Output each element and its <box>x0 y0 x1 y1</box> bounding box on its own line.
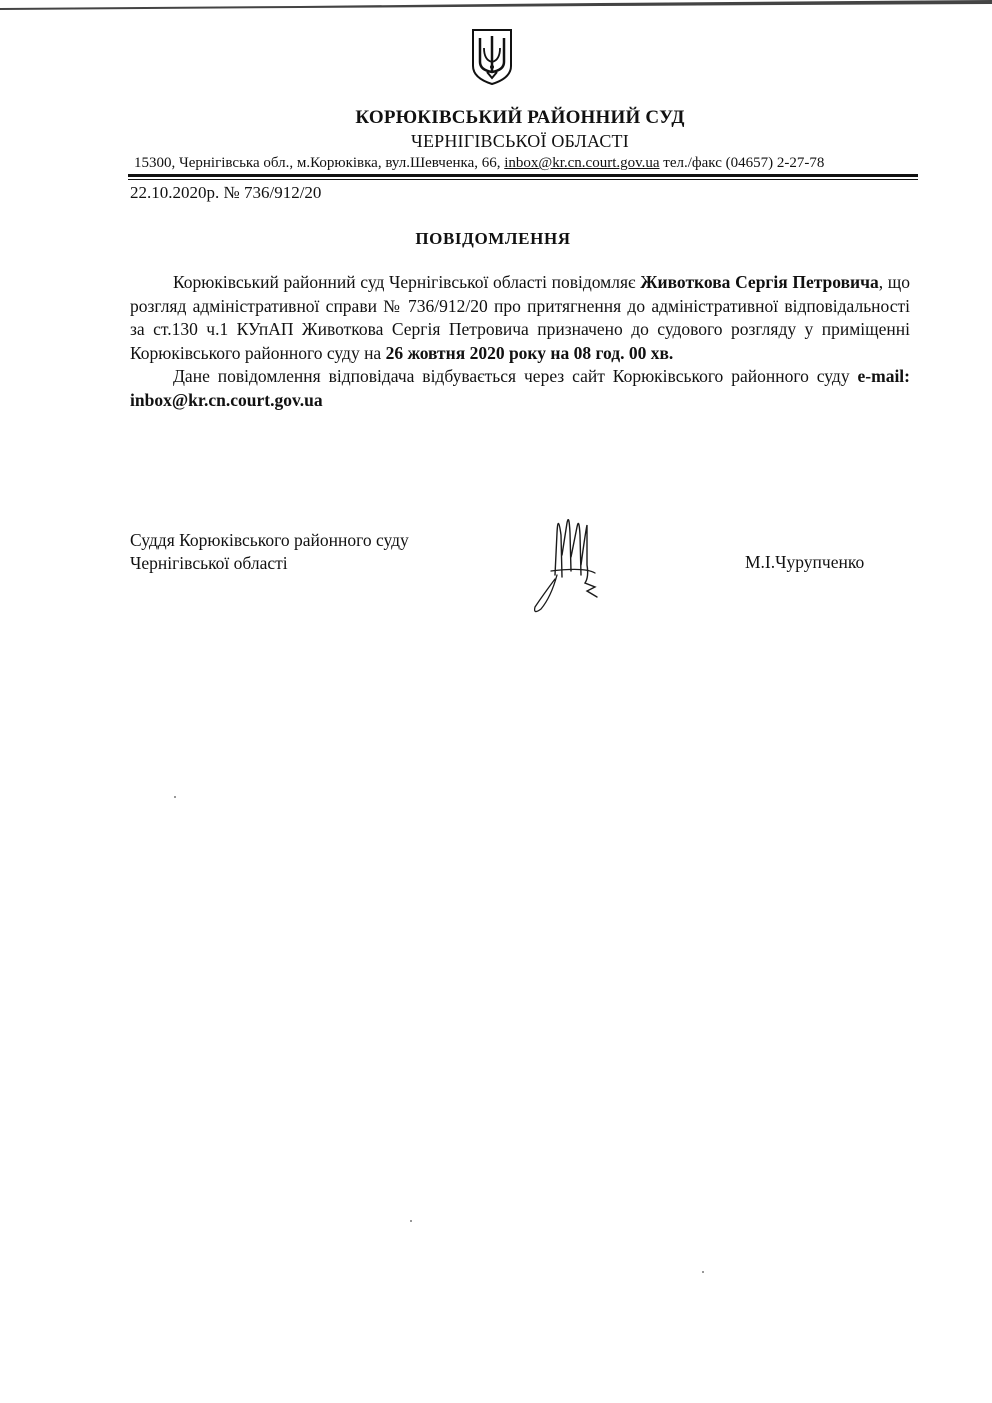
document-title: ПОВІДОМЛЕННЯ <box>415 229 571 248</box>
notice-paragraph <box>130 271 910 365</box>
hearing-datetime: 26 жовтня 2020 року на 08 год. 00 хв. <box>385 342 674 363</box>
judge-title-block <box>130 529 409 575</box>
date-and-case-number: 22.10.2020р. № 736/912/20 <box>130 183 322 202</box>
scan-speck <box>174 796 176 798</box>
document-body <box>130 271 910 413</box>
scan-speck <box>410 1220 412 1222</box>
court-name: КОРЮКІВСЬКИЙ РАЙОННИЙ СУД <box>355 107 685 128</box>
address-text: 15300, Чернігівська обл., м.Корюківка, вул.Шевченка, 66, <box>134 155 505 171</box>
court-email: e-mail: inbox@kr.cn.court.gov.ua <box>130 366 910 410</box>
court-region: ЧЕРНІГІВСЬКОЇ ОБЛАСТІ <box>411 131 629 151</box>
notice-text-2: , що розгляд адміністративної справи № 736/912/20 про притягнення до адміністративної відповідальності за ст.130 ч.1 КУпАП Животкова Сергія Петровича призначено до судового розгляду у приміщенні Корюківського районного суду на <box>130 272 911 363</box>
trident-coat-of-arms-icon <box>471 28 513 86</box>
handwritten-signature-icon <box>525 505 615 620</box>
scan-speck <box>702 1271 704 1273</box>
judge-title-line1: Суддя Корюківського районного суду <box>130 530 409 550</box>
defendant-name: Животкова Сергія Петровича <box>640 272 879 292</box>
header-divider-thick <box>128 174 918 177</box>
address-phone: тел./факс (04657) 2-27-78 <box>659 155 825 171</box>
judge-name: М.І.Чурупченко <box>745 552 865 572</box>
notice-text-1: Корюківський районний суд Чернігівської області повідомляє <box>173 272 641 292</box>
scan-edge-shadow <box>0 0 992 14</box>
court-address <box>134 155 914 172</box>
delivery-text: Дане повідомлення відповідача відбувається через сайт Корюківського районного суду <box>173 366 858 387</box>
delivery-paragraph <box>130 365 910 412</box>
address-email-link[interactable]: inbox@kr.cn.court.gov.ua <box>504 155 660 171</box>
judge-title-line2: Чернігівської області <box>130 553 288 573</box>
header-divider-thin <box>128 179 918 180</box>
